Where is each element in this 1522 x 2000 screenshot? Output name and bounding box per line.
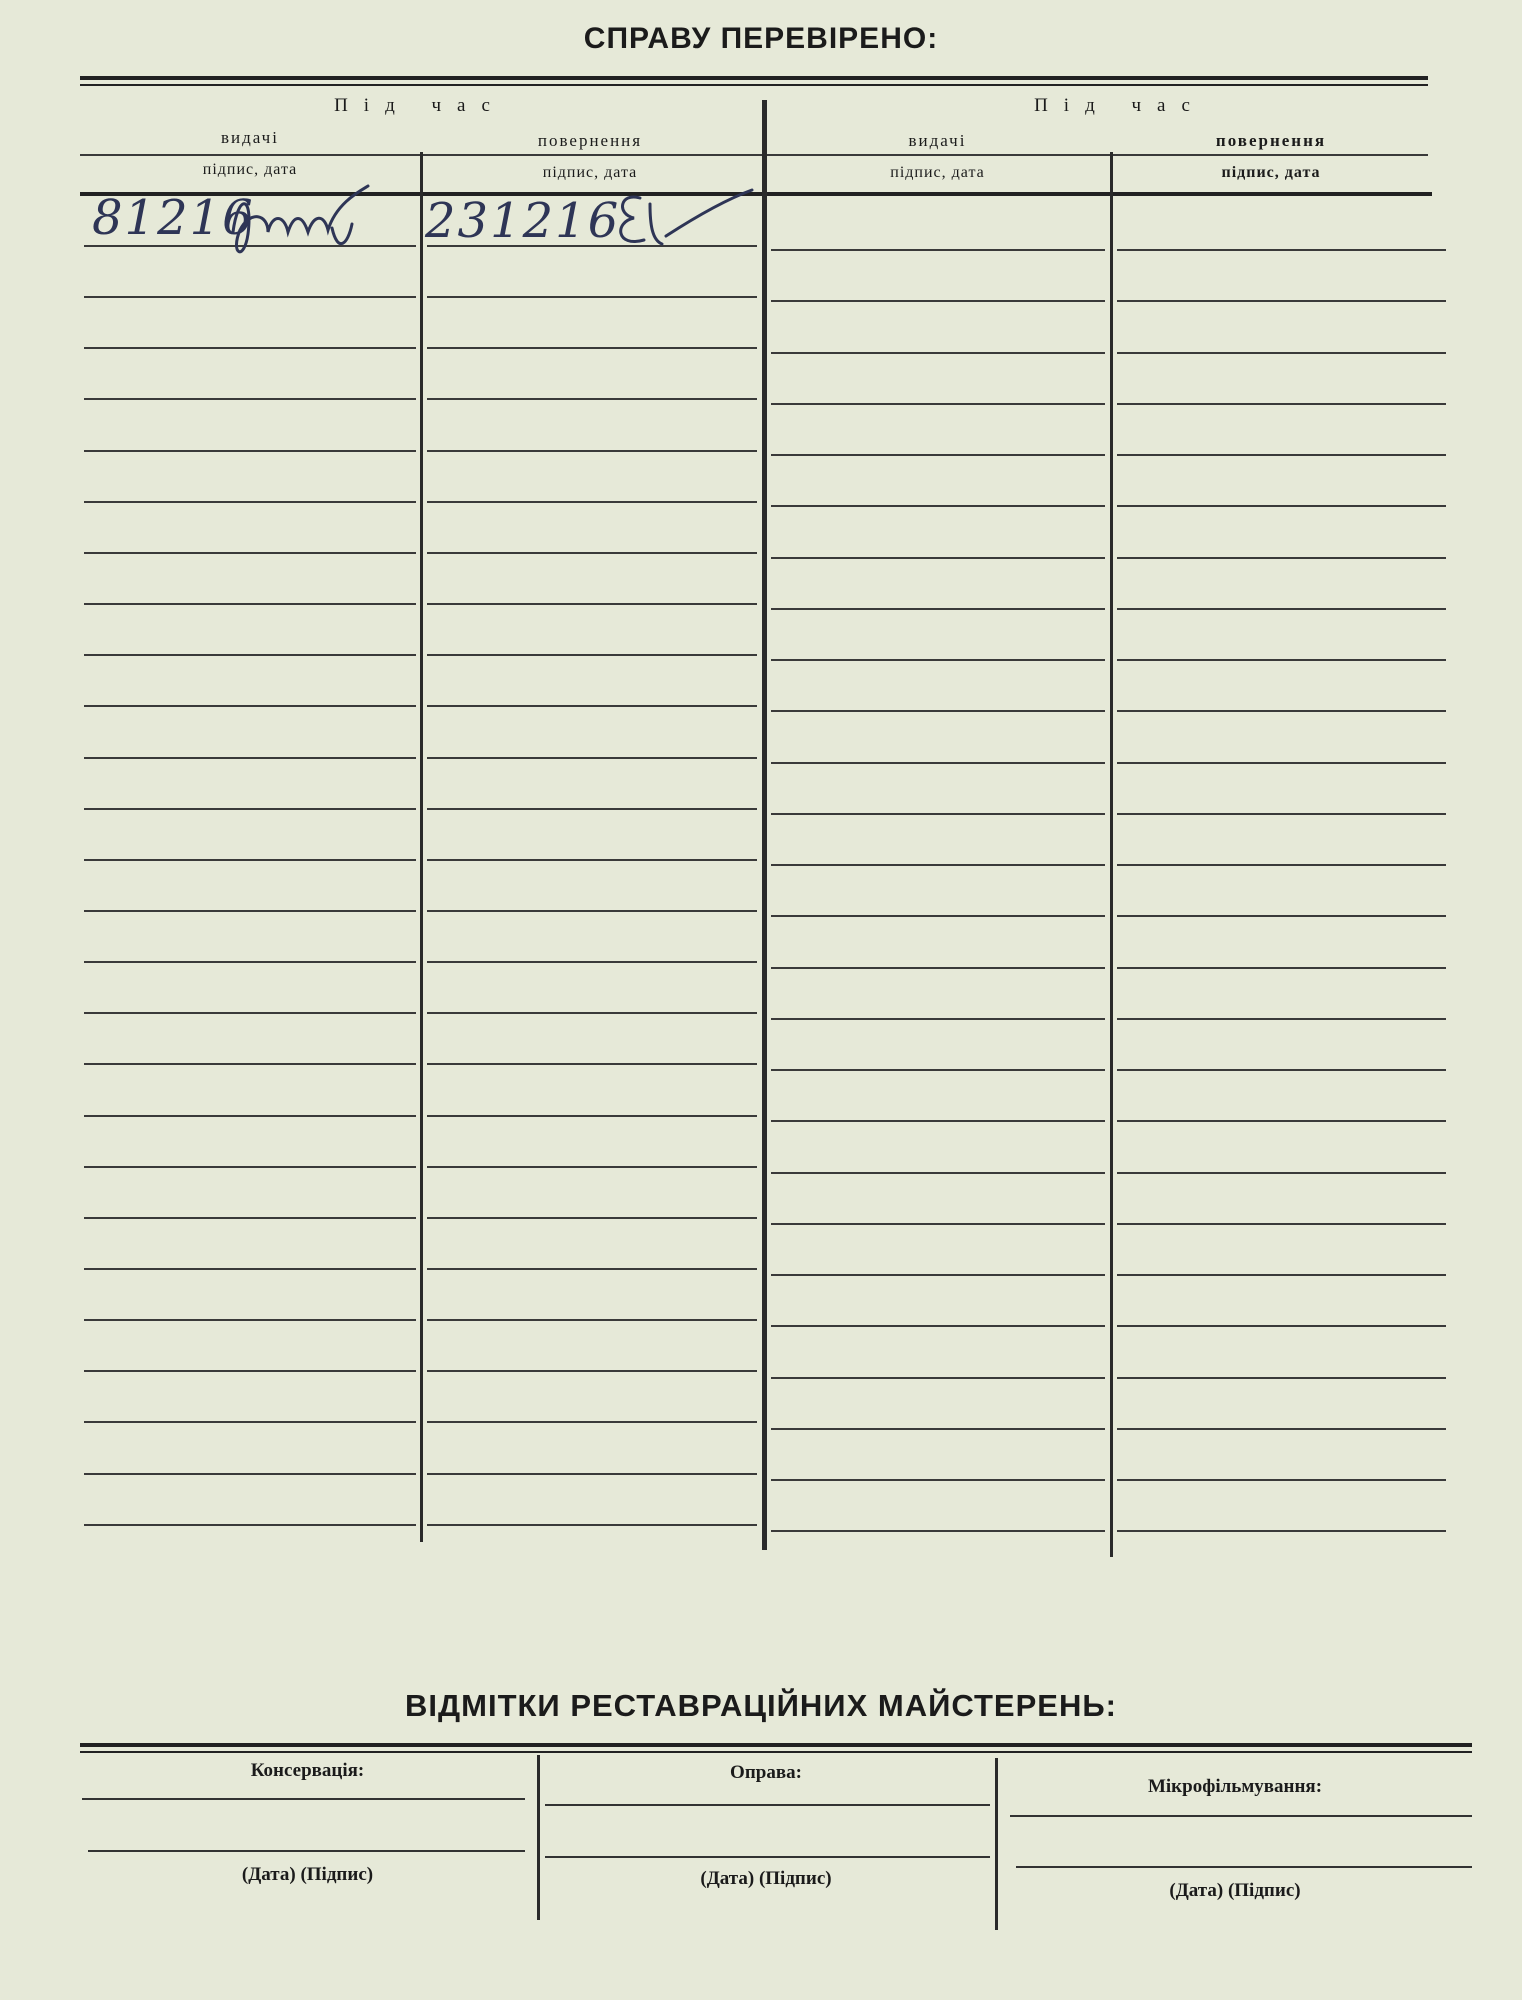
col2-subheader: підпис, дата xyxy=(542,164,638,181)
entry-line xyxy=(771,1377,1105,1379)
entry-line xyxy=(427,1166,757,1168)
binding-line-1 xyxy=(545,1804,990,1806)
entry-line xyxy=(427,1370,757,1372)
entry-line xyxy=(771,608,1105,610)
entry-line xyxy=(427,757,757,759)
entry-line xyxy=(84,450,416,452)
entry-line xyxy=(1117,403,1446,405)
entry-line xyxy=(84,1268,416,1270)
entry-line xyxy=(1117,1377,1446,1379)
entry-line xyxy=(1117,1018,1446,1020)
entry-line xyxy=(771,505,1105,507)
binding-footer: (Дата) (Підпис) xyxy=(700,1868,832,1889)
entry-line xyxy=(771,762,1105,764)
page-title: СПРАВУ ПЕРЕВІРЕНО: xyxy=(583,22,939,55)
entry-line xyxy=(427,1319,757,1321)
binding-line-2 xyxy=(545,1856,990,1858)
group-label-left: Під час xyxy=(334,95,506,116)
entry-line xyxy=(84,808,416,810)
entry-line xyxy=(1117,557,1446,559)
entry-line xyxy=(771,813,1105,815)
entry-line xyxy=(1117,1479,1446,1481)
entry-line xyxy=(771,1325,1105,1327)
entry-line xyxy=(1117,505,1446,507)
entry-line xyxy=(427,1268,757,1270)
issue-entry-date: 81216 xyxy=(92,190,255,246)
entry-line xyxy=(771,710,1105,712)
restoration-title: ВІДМІТКИ РЕСТАВРАЦІЙНИХ МАЙСТЕРЕНЬ: xyxy=(405,1688,1117,1723)
entry-line xyxy=(427,961,757,963)
entry-line xyxy=(1117,1274,1446,1276)
entry-line xyxy=(427,1063,757,1065)
entry-line xyxy=(1117,1172,1446,1174)
entry-line xyxy=(427,1217,757,1219)
entry-line xyxy=(771,1069,1105,1071)
col3-header: видачі xyxy=(908,131,967,150)
entry-line xyxy=(84,1063,416,1065)
entry-line xyxy=(84,347,416,349)
col2-header: повернення xyxy=(537,131,643,150)
col3-subheader: підпис, дата xyxy=(890,164,985,181)
entry-line xyxy=(771,1428,1105,1430)
entry-line xyxy=(427,552,757,554)
entry-line xyxy=(771,403,1105,405)
entry-line xyxy=(771,915,1105,917)
col-divider-1 xyxy=(420,152,423,1542)
entry-line xyxy=(771,1120,1105,1122)
entry-line xyxy=(771,1274,1105,1276)
restoration-divider-2 xyxy=(995,1758,998,1930)
entry-line xyxy=(771,1018,1105,1020)
entry-line xyxy=(84,654,416,656)
entry-line xyxy=(1117,762,1446,764)
entry-line xyxy=(1117,1428,1446,1430)
col-divider-3 xyxy=(1110,152,1113,1557)
col4-header: повернення xyxy=(1215,131,1327,150)
entry-line xyxy=(84,501,416,503)
entry-line xyxy=(1117,454,1446,456)
entry-line xyxy=(771,1479,1105,1481)
microfilming-line-2 xyxy=(1016,1866,1472,1868)
conservation-label: Консервація: xyxy=(250,1760,365,1781)
entry-line xyxy=(84,1370,416,1372)
entry-line xyxy=(1117,249,1446,251)
restoration-top-rule xyxy=(80,1743,1472,1747)
entry-line xyxy=(1117,608,1446,610)
microfilming-line-1 xyxy=(1010,1815,1472,1817)
entry-line xyxy=(427,603,757,605)
entry-line xyxy=(1117,659,1446,661)
entry-line xyxy=(427,1421,757,1423)
entry-line xyxy=(427,1473,757,1475)
entry-line xyxy=(84,705,416,707)
entry-line xyxy=(427,654,757,656)
entry-line xyxy=(84,859,416,861)
conservation-footer: (Дата) (Підпис) xyxy=(241,1864,374,1885)
entry-line xyxy=(84,1115,416,1117)
entry-line xyxy=(84,1524,416,1526)
entry-line xyxy=(1117,1069,1446,1071)
entry-line xyxy=(1117,864,1446,866)
entry-line xyxy=(427,398,757,400)
entry-line xyxy=(84,961,416,963)
entry-line xyxy=(1117,352,1446,354)
entry-line xyxy=(84,1319,416,1321)
return-entry-date: 231216 xyxy=(425,193,621,249)
entry-line xyxy=(84,296,416,298)
entry-line xyxy=(771,300,1105,302)
col1-header: видачі xyxy=(221,128,279,147)
entry-line xyxy=(84,398,416,400)
entry-line xyxy=(427,859,757,861)
entry-line xyxy=(1117,1223,1446,1225)
entry-line xyxy=(427,501,757,503)
entry-line xyxy=(427,347,757,349)
binding-label: Оправа: xyxy=(730,1762,802,1783)
entry-line xyxy=(771,352,1105,354)
entry-line xyxy=(84,552,416,554)
conservation-line-2 xyxy=(88,1850,525,1852)
entry-line xyxy=(84,1012,416,1014)
col1-subheader: підпис, дата xyxy=(202,161,298,178)
entry-line xyxy=(84,603,416,605)
entry-line xyxy=(427,705,757,707)
entry-line xyxy=(1117,710,1446,712)
entry-line xyxy=(771,1172,1105,1174)
entry-line xyxy=(1117,813,1446,815)
entry-line xyxy=(427,910,757,912)
entry-line xyxy=(771,659,1105,661)
entry-line xyxy=(771,864,1105,866)
group-label-right: Під час xyxy=(1034,95,1206,116)
header-top-rule xyxy=(80,76,1428,80)
conservation-line-1 xyxy=(82,1798,525,1800)
entry-line xyxy=(771,1530,1105,1532)
entry-line xyxy=(84,757,416,759)
entry-line xyxy=(427,808,757,810)
col4-subheader: підпис, дата xyxy=(1221,164,1321,181)
entry-line xyxy=(84,1473,416,1475)
header-mid-rule xyxy=(80,154,1428,156)
entry-line xyxy=(771,557,1105,559)
entry-line xyxy=(771,1223,1105,1225)
entry-line xyxy=(1117,1325,1446,1327)
entry-line xyxy=(1117,1120,1446,1122)
return-signature xyxy=(610,184,760,254)
entry-line xyxy=(84,1421,416,1423)
entry-line xyxy=(427,450,757,452)
entry-line xyxy=(1117,1530,1446,1532)
entry-line xyxy=(1117,915,1446,917)
entry-line xyxy=(427,1115,757,1117)
issue-signature xyxy=(228,184,378,264)
microfilming-label: Мікрофільмування: xyxy=(1147,1776,1323,1797)
entry-line xyxy=(427,1524,757,1526)
col-divider-center xyxy=(762,100,767,1550)
entry-line xyxy=(771,249,1105,251)
entry-line xyxy=(427,1012,757,1014)
entry-line xyxy=(427,296,757,298)
entry-line xyxy=(84,1166,416,1168)
entry-line xyxy=(1117,300,1446,302)
entry-line xyxy=(771,454,1105,456)
header-top-rule-2 xyxy=(80,84,1428,86)
microfilming-footer: (Дата) (Підпис) xyxy=(1169,1880,1301,1901)
entry-line xyxy=(771,967,1105,969)
entry-line xyxy=(84,910,416,912)
entry-line xyxy=(1117,967,1446,969)
restoration-top-rule-2 xyxy=(80,1751,1472,1753)
entry-line xyxy=(84,1217,416,1219)
